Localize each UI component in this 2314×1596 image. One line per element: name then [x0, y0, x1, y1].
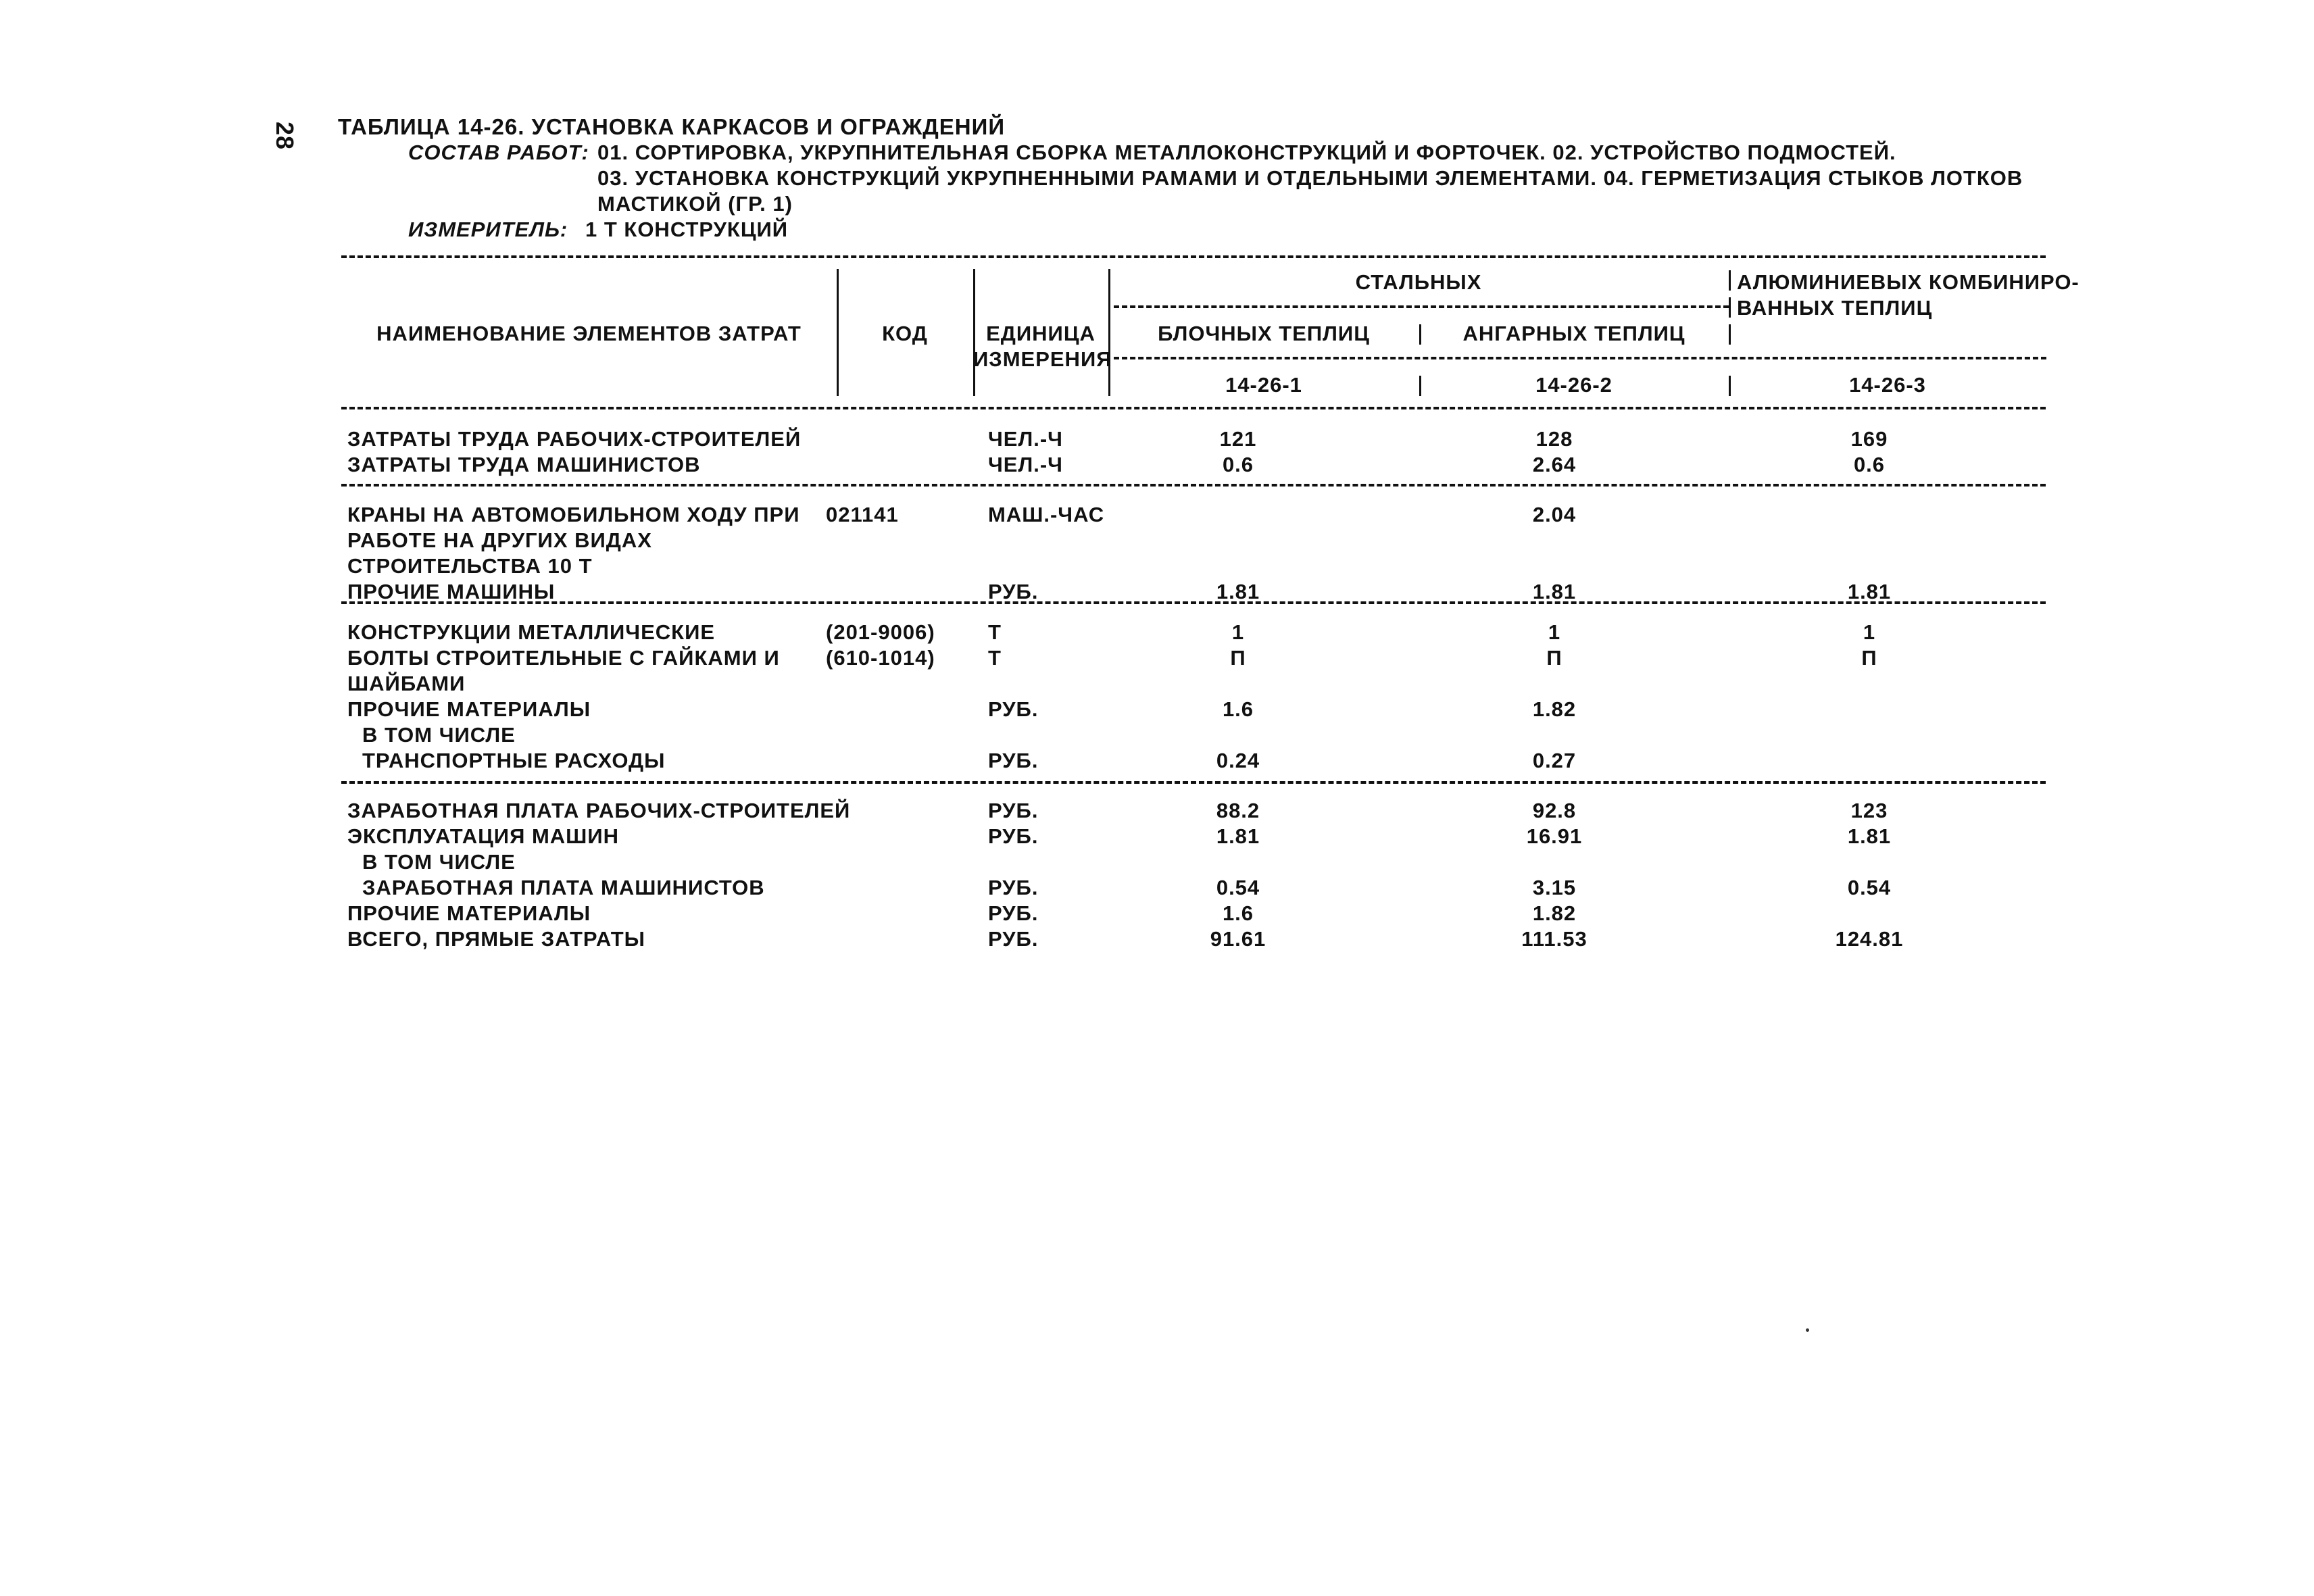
row-value-hangar: 1: [1548, 620, 1561, 644]
row-value-alu: 1.81: [1847, 824, 1892, 848]
row-value-alu: 0.54: [1847, 876, 1892, 899]
row-value-alu: 0.6: [1853, 453, 1886, 476]
row-name-line: В ТОМ ЧИСЛЕ: [362, 723, 516, 747]
row-unit: ЧЕЛ.-Ч: [988, 453, 1063, 476]
row-name-line: КРАНЫ НА АВТОМОБИЛЬНОМ ХОДУ ПРИ: [347, 503, 800, 526]
col-divider-alu-2: [1729, 297, 1731, 318]
row-value-blocks: 88.2: [1216, 799, 1260, 822]
row-value-blocks: 1.81: [1216, 824, 1260, 848]
row-value-alu: 169: [1850, 427, 1888, 451]
row-unit: РУБ.: [988, 697, 1039, 721]
row-value-hangar: 1.82: [1532, 901, 1577, 925]
header-col-1: 14-26-1: [1225, 373, 1302, 397]
row-value-hangar: 1.81: [1532, 580, 1577, 603]
header-alu-2: ВАННЫХ ТЕПЛИЦ: [1737, 296, 1933, 320]
composition-line-3: МАСТИКОЙ (ГР. 1): [597, 192, 793, 216]
row-name-line: ЗАРАБОТНАЯ ПЛАТА МАШИНИСТОВ: [362, 876, 765, 899]
row-name-line: ПРОЧИЕ МАТЕРИАЛЫ: [347, 697, 591, 721]
header-hangar: АНГАРНЫХ ТЕПЛИЦ: [1462, 322, 1685, 345]
header-unit-2: ИЗМЕРЕНИЯ: [973, 347, 1112, 371]
row-value-blocks: 91.61: [1210, 927, 1266, 951]
row-value-hangar: 2.64: [1532, 453, 1577, 476]
header-steel-rule: [1114, 305, 1729, 308]
header-col-2: 14-26-2: [1535, 373, 1613, 397]
header-name: НАИМЕНОВАНИЕ ЭЛЕМЕНТОВ ЗАТРАТ: [376, 322, 802, 345]
row-value-hangar: 111.53: [1521, 927, 1587, 951]
row-value-hangar: 2.04: [1532, 503, 1577, 526]
row-value-hangar: 92.8: [1532, 799, 1577, 822]
row-unit: МАШ.-ЧАС: [988, 503, 1105, 526]
table-title: ТАБЛИЦА 14-26. УСТАНОВКА КАРКАСОВ И ОГРАЖДЕНИЙ: [338, 114, 1006, 139]
scan-speck: [1806, 1328, 1809, 1332]
row-code: (201-9006): [826, 620, 935, 644]
row-unit: РУБ.: [988, 927, 1039, 951]
row-name-line: РАБОТЕ НА ДРУГИХ ВИДАХ: [347, 528, 652, 552]
row-unit: РУБ.: [988, 799, 1039, 822]
row-value-blocks: 0.54: [1216, 876, 1260, 899]
row-unit: РУБ.: [988, 876, 1039, 899]
row-unit: Т: [988, 646, 1002, 670]
row-value-hangar: 1.82: [1532, 697, 1577, 721]
row-value-blocks: 1.81: [1216, 580, 1260, 603]
header-steel: СТАЛЬНЫХ: [1355, 270, 1482, 294]
header-block: БЛОЧНЫХ ТЕПЛИЦ: [1158, 322, 1370, 345]
header-top-rule: [341, 255, 2046, 258]
row-value-blocks: 1: [1231, 620, 1245, 644]
composition-label: СОСТАВ РАБОТ:: [408, 141, 589, 164]
header-alu-1: АЛЮМИНИЕВЫХ КОМБИНИРО-: [1737, 270, 2079, 294]
row-name-line: СТРОИТЕЛЬСТВА 10 Т: [347, 554, 593, 578]
composition-line-2: 03. УСТАНОВКА КОНСТРУКЦИЙ УКРУПНЕННЫМИ РАМАМИ И ОТДЕЛЬНЫМИ ЭЛЕМЕНТАМИ. 04. ГЕРМЕТИЗАЦИЯ СТЫКОВ ЛОТКОВ: [597, 166, 2023, 190]
row-unit: РУБ.: [988, 749, 1039, 772]
group-rule: [341, 781, 2046, 784]
row-name-line: ЗАТРАТЫ ТРУДА РАБОЧИХ-СТРОИТЕЛЕЙ: [347, 427, 802, 451]
row-value-hangar: 128: [1535, 427, 1573, 451]
col-divider-alu-1: [1729, 270, 1731, 291]
group-rule: [341, 601, 2046, 604]
row-unit: РУБ.: [988, 901, 1039, 925]
row-name-line: В ТОМ ЧИСЛЕ: [362, 850, 516, 874]
row-name-line: ВСЕГО, ПРЯМЫЕ ЗАТРАТЫ: [347, 927, 645, 951]
row-value-blocks: 121: [1219, 427, 1257, 451]
row-value-alu: П: [1861, 646, 1877, 670]
page-number: 28: [271, 121, 299, 151]
row-value-blocks: 1.6: [1222, 697, 1254, 721]
header-col-3: 14-26-3: [1849, 373, 1926, 397]
header-sub-rule: [1114, 357, 2046, 359]
row-name-line: ЭКСПЛУАТАЦИЯ МАШИН: [347, 824, 620, 848]
row-unit: ЧЕЛ.-Ч: [988, 427, 1063, 451]
row-unit: РУБ.: [988, 824, 1039, 848]
row-unit: РУБ.: [988, 580, 1039, 603]
row-name-line: БОЛТЫ СТРОИТЕЛЬНЫЕ С ГАЙКАМИ И: [347, 646, 780, 670]
composition-line-1: 01. СОРТИРОВКА, УКРУПНИТЕЛЬНАЯ СБОРКА МЕТАЛЛОКОНСТРУКЦИЙ И ФОРТОЧЕК. 02. УСТРОЙСТВО ПОДМОСТЕЙ.: [597, 141, 1896, 164]
row-name-line: ПРОЧИЕ МАШИНЫ: [347, 580, 556, 603]
row-value-hangar: 0.27: [1532, 749, 1577, 772]
row-value-hangar: 3.15: [1532, 876, 1577, 899]
row-name-line: ШАЙБАМИ: [347, 672, 466, 695]
row-value-hangar: 16.91: [1526, 824, 1583, 848]
col-divider-alu-3: [1729, 324, 1731, 345]
header-code: КОД: [882, 322, 928, 345]
row-value-alu: 123: [1850, 799, 1888, 822]
measure-value: 1 Т КОНСТРУКЦИЙ: [585, 218, 789, 241]
row-value-hangar: П: [1546, 646, 1562, 670]
row-unit: Т: [988, 620, 1002, 644]
row-name-line: ТРАНСПОРТНЫЕ РАСХОДЫ: [362, 749, 666, 772]
row-value-blocks: 0.6: [1222, 453, 1254, 476]
group-rule: [341, 484, 2046, 487]
row-value-blocks: 0.24: [1216, 749, 1260, 772]
row-value-blocks: П: [1230, 646, 1246, 670]
row-name-line: КОНСТРУКЦИИ МЕТАЛЛИЧЕСКИЕ: [347, 620, 716, 644]
row-code: (610-1014): [826, 646, 935, 670]
row-name-line: ЗАТРАТЫ ТРУДА МАШИНИСТОВ: [347, 453, 701, 476]
row-value-alu: 1: [1863, 620, 1876, 644]
header-bottom-rule: [341, 407, 2046, 409]
row-value-blocks: 1.6: [1222, 901, 1254, 925]
row-value-alu: 1.81: [1847, 580, 1892, 603]
measure-label: ИЗМЕРИТЕЛЬ:: [408, 218, 568, 241]
header-unit-1: ЕДИНИЦА: [986, 322, 1096, 345]
row-name-line: ПРОЧИЕ МАТЕРИАЛЫ: [347, 901, 591, 925]
row-code: 021141: [826, 503, 899, 526]
row-name-line: ЗАРАБОТНАЯ ПЛАТА РАБОЧИХ-СТРОИТЕЛЕЙ: [347, 799, 851, 822]
row-value-alu: 124.81: [1835, 927, 1904, 951]
